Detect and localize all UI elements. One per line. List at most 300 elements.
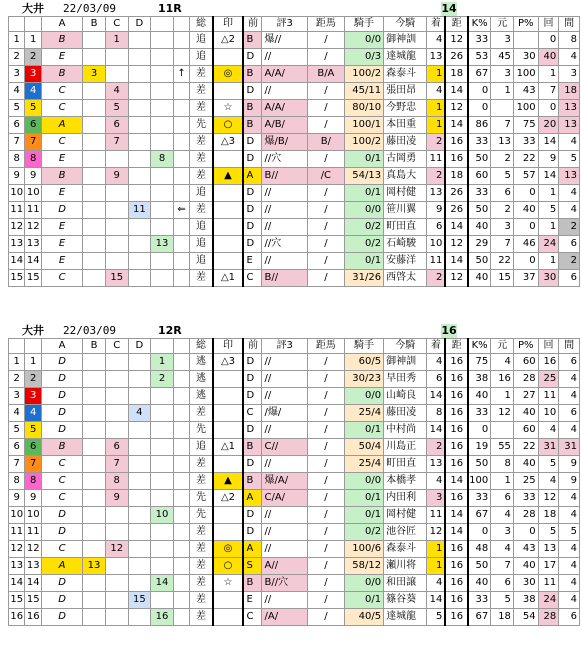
header-col-d: D bbox=[128, 17, 151, 32]
cell-col-c: 9 bbox=[105, 490, 128, 507]
cell-col-d bbox=[128, 490, 151, 507]
cell-col-b bbox=[83, 168, 106, 185]
cell-col-c bbox=[105, 236, 128, 253]
cell-runs: 7 bbox=[538, 83, 559, 100]
race-date: 22/03/09 bbox=[63, 2, 116, 15]
cell-col-b bbox=[83, 151, 106, 168]
cell-dist-horse: / bbox=[307, 117, 344, 134]
cell-col-d bbox=[128, 236, 151, 253]
cell-k-pct: 33 bbox=[468, 490, 491, 507]
cell-pace: B bbox=[243, 575, 262, 592]
cell-runs: 40 bbox=[538, 49, 559, 66]
cell-p-pct: 46 bbox=[513, 236, 538, 253]
cell-runs: 14 bbox=[538, 168, 559, 185]
cell-finish: 4 bbox=[427, 473, 446, 490]
cell-horse-no: 3 bbox=[25, 388, 41, 405]
cell-distance: 16 bbox=[445, 490, 468, 507]
cell-rank-a: B bbox=[41, 66, 82, 83]
cell-col-c: 6 bbox=[105, 439, 128, 456]
cell-interval: 5 bbox=[559, 524, 580, 541]
cell-finish: 14 bbox=[427, 592, 446, 609]
table-row bbox=[9, 439, 580, 456]
cell-finish: 6 bbox=[427, 219, 446, 236]
cell-mark bbox=[213, 202, 244, 219]
cell-pace: B bbox=[243, 32, 262, 49]
cell-arrow bbox=[173, 541, 189, 558]
cell-p-pct: 0 bbox=[513, 219, 538, 236]
cell-interval: 5 bbox=[559, 151, 580, 168]
cell-jockey: 0/0 bbox=[344, 388, 383, 405]
cell-gate: 8 bbox=[9, 151, 25, 168]
cell-horse-no: 6 bbox=[25, 117, 41, 134]
cell-rank-a: E bbox=[41, 236, 82, 253]
cell-mark: ○ bbox=[213, 558, 244, 575]
cell-horse-no: 14 bbox=[25, 575, 41, 592]
cell-col-e bbox=[151, 32, 174, 49]
cell-jockey: 100/1 bbox=[344, 117, 383, 134]
header-eval3: 評3 bbox=[262, 339, 307, 354]
cell-base: 5 bbox=[491, 168, 514, 185]
cell-base: 3 bbox=[491, 66, 514, 83]
cell-runs: 25 bbox=[538, 371, 559, 388]
cell-base: 1 bbox=[491, 388, 514, 405]
cell-mark: ◎ bbox=[213, 541, 244, 558]
cell-p-pct: 43 bbox=[513, 541, 538, 558]
cell-eval3: // bbox=[262, 456, 307, 473]
cell-col-e bbox=[151, 388, 174, 405]
header-col-c: C bbox=[105, 339, 128, 354]
cell-base: 6 bbox=[491, 490, 514, 507]
cell-dist-horse: / bbox=[307, 354, 344, 371]
cell-mark bbox=[213, 507, 244, 524]
venue-label: 大井 bbox=[22, 324, 44, 337]
cell-rank-a: E bbox=[41, 253, 82, 270]
cell-col-e bbox=[151, 202, 174, 219]
cell-mark bbox=[213, 151, 244, 168]
header-dist-horse: 距馬 bbox=[307, 17, 344, 32]
cell-current-jockey: 御神訓 bbox=[384, 32, 427, 49]
header-jockey: 騎手 bbox=[344, 17, 383, 32]
cell-pace: B bbox=[243, 473, 262, 490]
cell-eval3: A/B/ bbox=[262, 117, 307, 134]
cell-interval: 4 bbox=[559, 541, 580, 558]
header-finish: 着 bbox=[427, 17, 446, 32]
cell-mark bbox=[213, 609, 244, 626]
header-k-pct: K% bbox=[468, 339, 491, 354]
cell-gate: 1 bbox=[9, 32, 25, 49]
cell-col-e bbox=[151, 219, 174, 236]
cell-eval3: 爆// bbox=[262, 32, 307, 49]
cell-col-d bbox=[128, 219, 151, 236]
cell-col-c bbox=[105, 253, 128, 270]
cell-pace: C bbox=[243, 405, 262, 422]
header-arrow bbox=[173, 17, 189, 32]
table-row bbox=[9, 507, 580, 524]
table-row bbox=[9, 66, 580, 83]
cell-rank-a: C bbox=[41, 456, 82, 473]
cell-arrow bbox=[173, 236, 189, 253]
cell-col-e bbox=[151, 558, 174, 575]
cell-rank-a: E bbox=[41, 49, 82, 66]
cell-k-pct: 40 bbox=[468, 575, 491, 592]
cell-base: 16 bbox=[491, 371, 514, 388]
cell-runs: 4 bbox=[538, 473, 559, 490]
cell-k-pct: 100 bbox=[468, 473, 491, 490]
cell-rank-a: D bbox=[41, 575, 82, 592]
cell-finish: 1 bbox=[427, 558, 446, 575]
cell-col-c bbox=[105, 371, 128, 388]
cell-col-d bbox=[128, 134, 151, 151]
cell-base: 7 bbox=[491, 558, 514, 575]
header-jockey: 騎手 bbox=[344, 339, 383, 354]
cell-base: 18 bbox=[491, 609, 514, 626]
cell-col-e bbox=[151, 66, 174, 83]
cell-mark: △3 bbox=[213, 134, 244, 151]
cell-distance: 16 bbox=[445, 405, 468, 422]
cell-distance: 26 bbox=[445, 185, 468, 202]
cell-p-pct: 40 bbox=[513, 405, 538, 422]
cell-jockey: 0/2 bbox=[344, 219, 383, 236]
cell-base: 3 bbox=[491, 524, 514, 541]
cell-interval: 4 bbox=[559, 507, 580, 524]
cell-jockey: 0/3 bbox=[344, 49, 383, 66]
cell-rank-a: D bbox=[41, 422, 82, 439]
cell-col-e: 1 bbox=[151, 354, 174, 371]
cell-col-c: 7 bbox=[105, 134, 128, 151]
cell-total: 逃 bbox=[190, 371, 213, 388]
race-title-row bbox=[0, 2, 582, 16]
cell-col-c: 9 bbox=[105, 168, 128, 185]
cell-arrow bbox=[173, 219, 189, 236]
cell-col-c bbox=[105, 405, 128, 422]
cell-current-jockey: 古岡勇 bbox=[384, 151, 427, 168]
cell-col-b: 3 bbox=[83, 66, 106, 83]
table-row bbox=[9, 371, 580, 388]
cell-current-jockey: 藤田凌 bbox=[384, 134, 427, 151]
cell-jockey: 0/1 bbox=[344, 490, 383, 507]
cell-col-d bbox=[128, 117, 151, 134]
cell-gate: 5 bbox=[9, 100, 25, 117]
header-distance: 距 bbox=[445, 339, 468, 354]
cell-pace: D bbox=[243, 456, 262, 473]
cell-col-e: 10 bbox=[151, 507, 174, 524]
header-current-jockey: 今騎 bbox=[384, 339, 427, 354]
cell-p-pct: 60 bbox=[513, 422, 538, 439]
cell-gate: 8 bbox=[9, 473, 25, 490]
cell-interval: 4 bbox=[559, 558, 580, 575]
table-row bbox=[9, 490, 580, 507]
cell-finish: 2 bbox=[427, 270, 446, 287]
cell-col-c bbox=[105, 49, 128, 66]
cell-col-c bbox=[105, 151, 128, 168]
cell-current-jockey: 本田重 bbox=[384, 117, 427, 134]
cell-col-e bbox=[151, 422, 174, 439]
cell-runs: 9 bbox=[538, 151, 559, 168]
cell-distance: 16 bbox=[445, 439, 468, 456]
header-runs: 回 bbox=[538, 17, 559, 32]
cell-pace: E bbox=[243, 253, 262, 270]
cell-interval: 4 bbox=[559, 490, 580, 507]
table-row bbox=[9, 83, 580, 100]
cell-interval: 6 bbox=[559, 609, 580, 626]
race-title-row bbox=[0, 324, 582, 338]
cell-arrow bbox=[173, 32, 189, 49]
cell-runs: 1 bbox=[538, 219, 559, 236]
cell-col-b bbox=[83, 100, 106, 117]
cell-p-pct: 33 bbox=[513, 490, 538, 507]
cell-runs: 12 bbox=[538, 490, 559, 507]
cell-runs: 20 bbox=[538, 117, 559, 134]
cell-total: 差 bbox=[190, 168, 213, 185]
cell-distance: 18 bbox=[445, 168, 468, 185]
cell-current-jockey: 篠谷葵 bbox=[384, 592, 427, 609]
cell-horse-no: 12 bbox=[25, 219, 41, 236]
cell-horse-no: 2 bbox=[25, 371, 41, 388]
cell-k-pct: 67 bbox=[468, 609, 491, 626]
cell-dist-horse: / bbox=[307, 185, 344, 202]
cell-col-d bbox=[128, 66, 151, 83]
cell-current-jockey: 本橋孝 bbox=[384, 473, 427, 490]
cell-col-c: 6 bbox=[105, 117, 128, 134]
cell-interval: 4 bbox=[559, 134, 580, 151]
cell-dist-horse: / bbox=[307, 405, 344, 422]
cell-finish: 10 bbox=[427, 236, 446, 253]
cell-pace: D bbox=[243, 422, 262, 439]
cell-pace: D bbox=[243, 151, 262, 168]
cell-horse-no: 4 bbox=[25, 405, 41, 422]
cell-col-d bbox=[128, 422, 151, 439]
cell-jockey: 40/5 bbox=[344, 609, 383, 626]
cell-k-pct: 33 bbox=[468, 592, 491, 609]
cell-runs: 5 bbox=[538, 456, 559, 473]
cell-eval3: B// bbox=[262, 168, 307, 185]
cell-p-pct: 100 bbox=[513, 66, 538, 83]
header-gate bbox=[9, 339, 25, 354]
cell-pace: E bbox=[243, 592, 262, 609]
cell-horse-no: 2 bbox=[25, 49, 41, 66]
cell-distance: 14 bbox=[445, 524, 468, 541]
cell-eval3: // bbox=[262, 388, 307, 405]
cell-finish: 8 bbox=[427, 405, 446, 422]
cell-jockey: 0/0 bbox=[344, 575, 383, 592]
cell-horse-no: 5 bbox=[25, 422, 41, 439]
cell-current-jockey: 安藤洋 bbox=[384, 253, 427, 270]
cell-mark bbox=[213, 236, 244, 253]
cell-mark bbox=[213, 253, 244, 270]
cell-total: 差 bbox=[190, 202, 213, 219]
cell-current-jockey: 池谷匠 bbox=[384, 524, 427, 541]
cell-col-d: 4 bbox=[128, 405, 151, 422]
cell-col-d bbox=[128, 456, 151, 473]
header-horse-no bbox=[25, 339, 41, 354]
cell-col-b bbox=[83, 388, 106, 405]
cell-pace: B bbox=[243, 117, 262, 134]
cell-col-d bbox=[128, 371, 151, 388]
cell-mark: △1 bbox=[213, 270, 244, 287]
cell-jockey: 54/13 bbox=[344, 168, 383, 185]
cell-interval: 4 bbox=[559, 422, 580, 439]
cell-gate: 6 bbox=[9, 439, 25, 456]
header-col-c: C bbox=[105, 17, 128, 32]
cell-arrow bbox=[173, 117, 189, 134]
cell-gate: 2 bbox=[9, 49, 25, 66]
header-k-pct: K% bbox=[468, 17, 491, 32]
cell-col-d bbox=[128, 168, 151, 185]
table-row bbox=[9, 100, 580, 117]
cell-horse-no: 1 bbox=[25, 32, 41, 49]
cell-jockey: 25/4 bbox=[344, 456, 383, 473]
cell-col-b bbox=[83, 117, 106, 134]
cell-interval: 13 bbox=[559, 168, 580, 185]
cell-k-pct: 50 bbox=[468, 456, 491, 473]
cell-runs: 31 bbox=[538, 439, 559, 456]
cell-mark: ☆ bbox=[213, 100, 244, 117]
cell-interval: 9 bbox=[559, 473, 580, 490]
header-total: 総 bbox=[190, 339, 213, 354]
cell-p-pct: 54 bbox=[513, 609, 538, 626]
cell-interval: 6 bbox=[559, 405, 580, 422]
header-base: 元 bbox=[491, 17, 514, 32]
cell-col-e bbox=[151, 490, 174, 507]
cell-distance: 16 bbox=[445, 388, 468, 405]
cell-interval: 4 bbox=[559, 592, 580, 609]
cell-runs: 0 bbox=[538, 100, 559, 117]
cell-distance: 16 bbox=[445, 541, 468, 558]
table-row bbox=[9, 354, 580, 371]
cell-current-jockey: 達城龍 bbox=[384, 49, 427, 66]
cell-arrow bbox=[173, 575, 189, 592]
cell-finish: 2 bbox=[427, 168, 446, 185]
cell-current-jockey: 町田直 bbox=[384, 456, 427, 473]
cell-rank-a: A bbox=[41, 117, 82, 134]
cell-col-c: 7 bbox=[105, 456, 128, 473]
cell-col-b bbox=[83, 219, 106, 236]
cell-base: 4 bbox=[491, 507, 514, 524]
cell-gate: 12 bbox=[9, 219, 25, 236]
cell-pace: D bbox=[243, 49, 262, 66]
cell-col-c bbox=[105, 202, 128, 219]
cell-col-d bbox=[128, 524, 151, 541]
cell-runs: 4 bbox=[538, 422, 559, 439]
cell-col-b: 13 bbox=[83, 558, 106, 575]
cell-dist-horse: / bbox=[307, 270, 344, 287]
cell-base: 6 bbox=[491, 185, 514, 202]
distance-count: 16 bbox=[441, 324, 457, 337]
cell-col-c: 5 bbox=[105, 100, 128, 117]
cell-pace: D bbox=[243, 524, 262, 541]
cell-mark: ☆ bbox=[213, 575, 244, 592]
cell-col-b bbox=[83, 439, 106, 456]
cell-finish: 6 bbox=[427, 371, 446, 388]
cell-p-pct: 28 bbox=[513, 371, 538, 388]
cell-pace: D bbox=[243, 236, 262, 253]
cell-eval3: // bbox=[262, 219, 307, 236]
cell-col-e bbox=[151, 49, 174, 66]
cell-col-d bbox=[128, 100, 151, 117]
cell-interval: 6 bbox=[559, 270, 580, 287]
cell-interval: 6 bbox=[559, 236, 580, 253]
cell-current-jockey: 瀬川将 bbox=[384, 558, 427, 575]
cell-runs: 5 bbox=[538, 202, 559, 219]
cell-runs: 18 bbox=[538, 507, 559, 524]
cell-arrow bbox=[173, 558, 189, 575]
cell-dist-horse: / bbox=[307, 524, 344, 541]
cell-col-b bbox=[83, 541, 106, 558]
table-row bbox=[9, 405, 580, 422]
header-col-b: B bbox=[83, 17, 106, 32]
header-mark: 印 bbox=[213, 339, 244, 354]
cell-col-d bbox=[128, 507, 151, 524]
cell-jockey: 30/23 bbox=[344, 371, 383, 388]
cell-horse-no: 4 bbox=[25, 83, 41, 100]
cell-arrow bbox=[173, 490, 189, 507]
cell-mark bbox=[213, 219, 244, 236]
cell-dist-horse: / bbox=[307, 83, 344, 100]
cell-dist-horse: / bbox=[307, 388, 344, 405]
cell-col-d: 15 bbox=[128, 592, 151, 609]
cell-gate: 16 bbox=[9, 609, 25, 626]
cell-k-pct: 67 bbox=[468, 66, 491, 83]
cell-gate: 4 bbox=[9, 83, 25, 100]
cell-horse-no: 10 bbox=[25, 507, 41, 524]
cell-col-e bbox=[151, 456, 174, 473]
cell-gate: 7 bbox=[9, 134, 25, 151]
cell-rank-a: B bbox=[41, 32, 82, 49]
header-col-e bbox=[151, 17, 174, 32]
cell-jockey: 100/2 bbox=[344, 66, 383, 83]
cell-base: 45 bbox=[491, 49, 514, 66]
cell-gate: 13 bbox=[9, 236, 25, 253]
cell-runs: 28 bbox=[538, 609, 559, 626]
cell-distance: 16 bbox=[445, 592, 468, 609]
cell-pace: B bbox=[243, 100, 262, 117]
cell-rank-a: D bbox=[41, 202, 82, 219]
cell-interval: 8 bbox=[559, 32, 580, 49]
cell-col-e bbox=[151, 405, 174, 422]
cell-finish: 14 bbox=[427, 388, 446, 405]
cell-total: 差 bbox=[190, 66, 213, 83]
cell-finish: 5 bbox=[427, 609, 446, 626]
cell-finish: 4 bbox=[427, 32, 446, 49]
cell-current-jockey: 藤田凌 bbox=[384, 405, 427, 422]
cell-jockey: 45/11 bbox=[344, 83, 383, 100]
cell-distance: 18 bbox=[445, 66, 468, 83]
cell-base bbox=[491, 422, 514, 439]
cell-col-d bbox=[128, 253, 151, 270]
cell-k-pct: 50 bbox=[468, 253, 491, 270]
cell-col-d bbox=[128, 83, 151, 100]
cell-horse-no: 15 bbox=[25, 592, 41, 609]
cell-horse-no: 13 bbox=[25, 558, 41, 575]
cell-pace: D bbox=[243, 134, 262, 151]
cell-current-jockey: 御神訓 bbox=[384, 354, 427, 371]
cell-dist-horse: / bbox=[307, 151, 344, 168]
cell-mark: △2 bbox=[213, 32, 244, 49]
cell-arrow bbox=[173, 507, 189, 524]
cell-mark bbox=[213, 456, 244, 473]
header-interval: 間 bbox=[559, 17, 580, 32]
header-runs: 回 bbox=[538, 339, 559, 354]
cell-gate: 5 bbox=[9, 422, 25, 439]
cell-k-pct: 0 bbox=[468, 83, 491, 100]
cell-col-b bbox=[83, 253, 106, 270]
cell-finish: 2 bbox=[427, 439, 446, 456]
cell-dist-horse: / bbox=[307, 490, 344, 507]
cell-total: 差 bbox=[190, 575, 213, 592]
table-row bbox=[9, 541, 580, 558]
cell-p-pct: 37 bbox=[513, 270, 538, 287]
cell-col-c bbox=[105, 66, 128, 83]
